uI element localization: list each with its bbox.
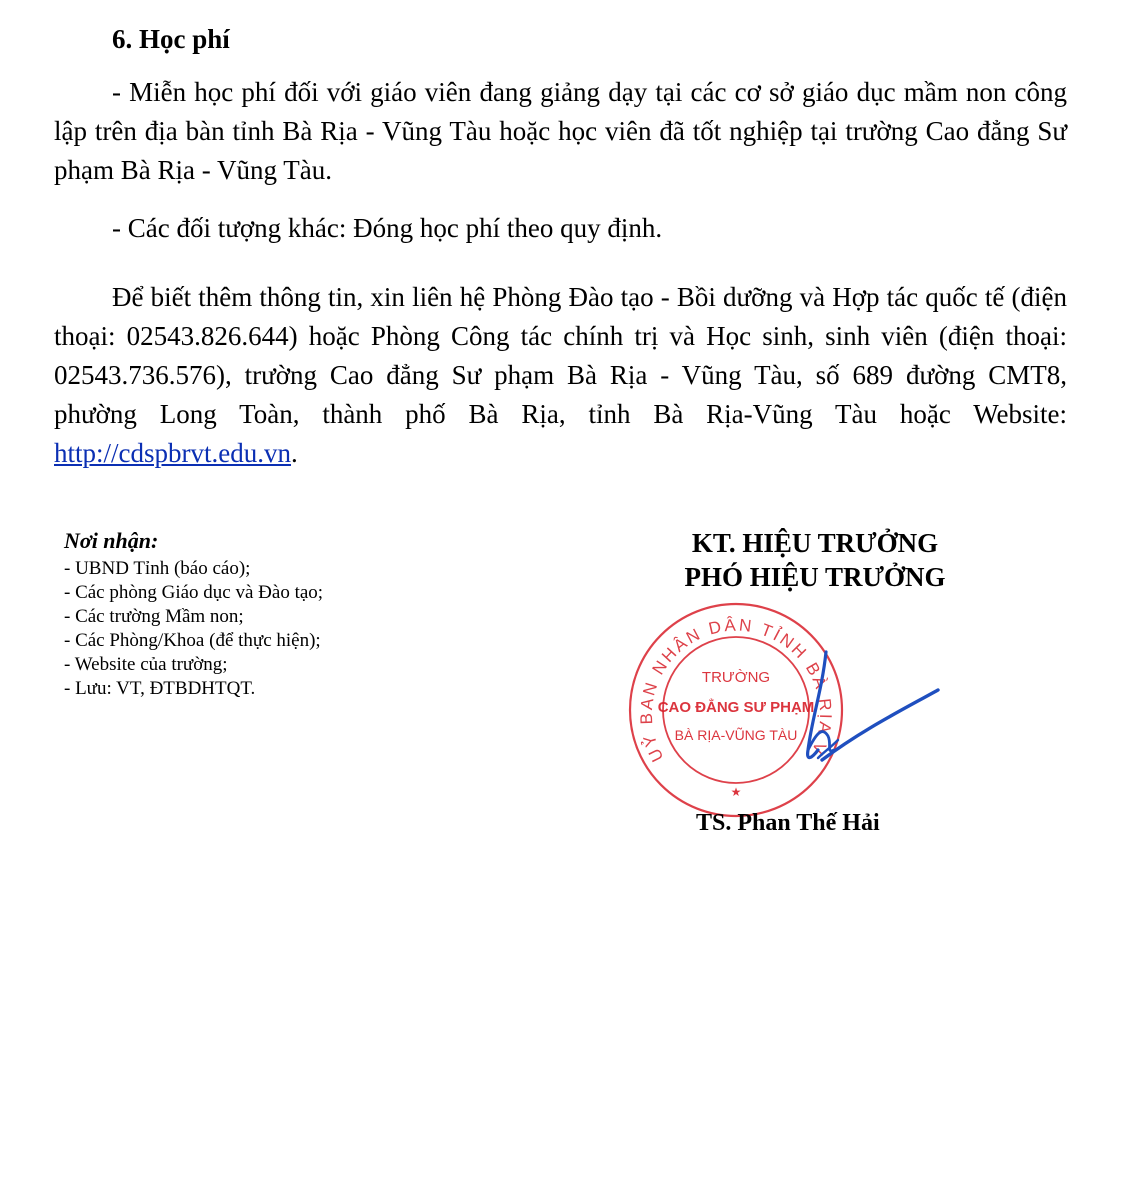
section-title: 6. Học phí — [112, 24, 230, 54]
recipients-title: Nơi nhận: — [64, 528, 159, 553]
website-link[interactable]: http://cdspbrvt.edu.vn — [54, 438, 291, 468]
recipient-item: - Các phòng Giáo dục và Đào tạo; — [64, 582, 324, 603]
contact-text: Để biết thêm thông tin, xin liên hệ Phòng Đào tạo - Bồi dưỡng và Hợp tác quốc tế (điện thoại: 02543.826.644) hoặc Phòng Công tác chính trị và Học sinh, sinh viên (điện thoại: 02543.736.576), trường Cao đẳng Sư phạm Bà Rịa - Vũng Tàu, số 689 đường CMT8, phường Long Toàn, thành phố Bà Rịa, tỉnh Bà Rịa-Vũng Tàu hoặc Website: — [54, 282, 1067, 429]
tuition-exemption-paragraph: - Miễn học phí đối với giáo viên đang giảng dạy tại các cơ sở giáo dục mầm non công lập trên địa bàn tỉnh Bà Rịa - Vũng Tàu hoặc học viên đã tốt nghiệp tại trường Cao đẳng Sư phạm Bà Rịa - Vũng Tàu. — [54, 77, 1067, 185]
contact-end: . — [290, 438, 298, 468]
signer-name: TS. Phan Thế Hải — [696, 810, 880, 836]
stamp-inner-line1: TRƯỜNG — [701, 669, 771, 686]
stamp-and-signature — [612, 600, 952, 818]
stamp-inner-line2: CAO ĐẲNG SƯ PHẠM — [657, 699, 815, 716]
recipient-item: - UBND Tỉnh (báo cáo); — [64, 558, 251, 579]
recipient-item: - Các Phòng/Khoa (để thực hiện); — [64, 630, 321, 651]
recipient-item: - Lưu: VT, ĐTBDHTQT. — [64, 678, 256, 699]
official-stamp-seal — [612, 600, 952, 818]
signature-title-line1: KT. HIỆU TRƯỞNG — [691, 528, 939, 558]
contact-paragraph — [54, 278, 1067, 473]
stamp-ring-text: UỶ BAN NHÂN DÂN TỈNH BÀ RỊA V — [636, 615, 836, 765]
signature-title-line2: PHÓ HIỆU TRƯỞNG — [684, 562, 946, 592]
recipient-item: - Các trường Mầm non; — [64, 606, 244, 627]
recipients-list — [64, 557, 524, 701]
signature-block — [600, 526, 1030, 594]
other-subjects-paragraph: - Các đối tượng khác: Đóng học phí theo quy định. — [112, 213, 663, 243]
recipient-item: - Website của trường; — [64, 654, 228, 675]
stamp-star-icon: ★ — [730, 785, 742, 799]
stamp-inner-line3: BÀ RỊA-VŨNG TÀU — [674, 727, 798, 743]
recipients-block — [64, 527, 524, 701]
